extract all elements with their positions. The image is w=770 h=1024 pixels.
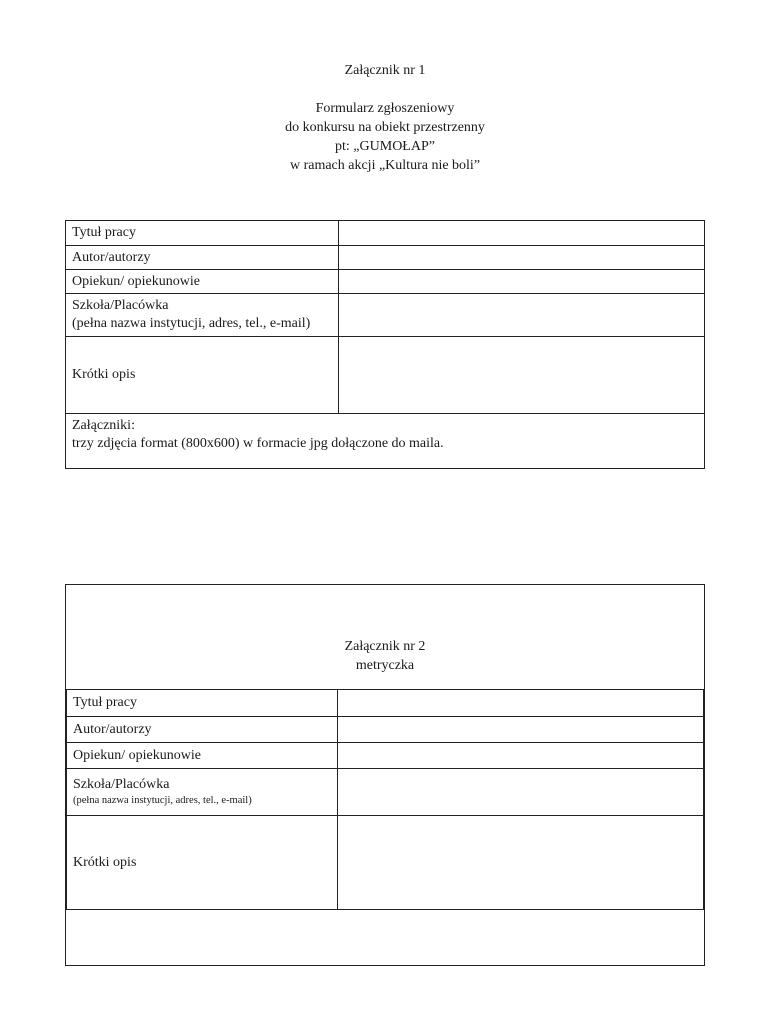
- attachments-cell: [66, 414, 705, 469]
- school-label-cell: [66, 294, 339, 337]
- school-field[interactable]: [338, 769, 704, 816]
- description-field[interactable]: [339, 337, 705, 414]
- school-note: (pełna nazwa instytucji, adres, tel., e-mail): [72, 316, 311, 331]
- table-row: [67, 717, 704, 743]
- school-note: (pełna nazwa instytucji, adres, tel., e-mail): [73, 795, 252, 806]
- table-row: [67, 816, 704, 910]
- description-label: Krótki opis: [67, 816, 338, 910]
- author-field[interactable]: [338, 717, 704, 743]
- form-subtitle-name: pt: „GUMOŁAP”: [335, 139, 435, 154]
- form-header: [0, 61, 770, 175]
- guardian-label: Opiekun/ opiekunowie: [67, 743, 338, 769]
- title-field[interactable]: [338, 690, 704, 717]
- table-row: [66, 270, 705, 294]
- form-subtitle-campaign: w ramach akcji „Kultura nie boli”: [289, 158, 481, 173]
- school-label: Szkoła/Placówka: [73, 777, 170, 792]
- attachments-note: trzy zdjęcia format (800x600) w formacie jpg dołączone do maila.: [72, 436, 444, 451]
- table-row: [67, 743, 704, 769]
- title-label: Tytuł pracy: [66, 221, 339, 246]
- table-row: [67, 690, 704, 717]
- attachments-label: Załączniki:: [72, 418, 135, 433]
- school-label-cell: [67, 769, 338, 816]
- form-title: Formularz zgłoszeniowy: [315, 101, 455, 116]
- table-row: [66, 221, 705, 246]
- metadata-table: [66, 689, 704, 910]
- table-row: [67, 769, 704, 816]
- guardian-field[interactable]: [338, 743, 704, 769]
- form-subtitle-contest: do konkursu na obiekt przestrzenny: [285, 120, 485, 135]
- author-label: Autor/autorzy: [66, 246, 339, 270]
- table-row: [66, 294, 705, 337]
- description-label: Krótki opis: [66, 337, 339, 414]
- table-row: [66, 337, 705, 414]
- annex-2-title: Załącznik nr 2: [344, 639, 426, 654]
- table-row: [66, 414, 705, 469]
- school-label: Szkoła/Placówka: [72, 298, 169, 313]
- author-field[interactable]: [339, 246, 705, 270]
- annex-2-header: [66, 637, 704, 675]
- metadata-card: [65, 584, 705, 966]
- author-label: Autor/autorzy: [67, 717, 338, 743]
- annex-2-subtitle: metryczka: [355, 658, 415, 673]
- description-field[interactable]: [338, 816, 704, 910]
- title-label: Tytuł pracy: [67, 690, 338, 717]
- title-field[interactable]: [339, 221, 705, 246]
- guardian-field[interactable]: [339, 270, 705, 294]
- school-field[interactable]: [339, 294, 705, 337]
- annex-1-title: Załącznik nr 1: [344, 63, 426, 78]
- application-form-table: [65, 220, 705, 469]
- table-row: [66, 246, 705, 270]
- guardian-label: Opiekun/ opiekunowie: [66, 270, 339, 294]
